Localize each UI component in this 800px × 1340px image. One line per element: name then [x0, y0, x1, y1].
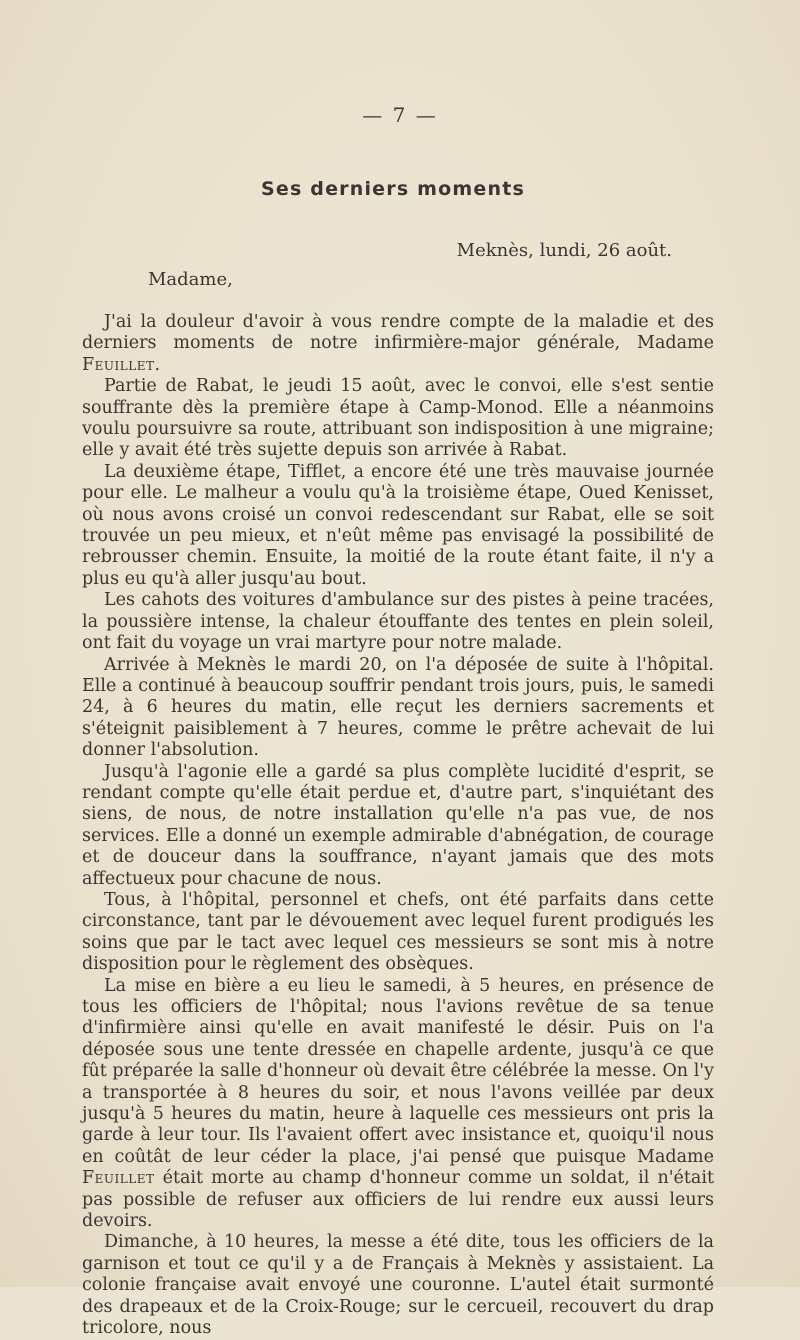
- letter-body: [82, 312, 714, 1340]
- body-paragraph: [82, 655, 714, 762]
- body-paragraph: [82, 590, 714, 654]
- letter-dateline: Meknès, lundi, 26 août.: [456, 240, 672, 261]
- paragraph-text: .: [154, 354, 161, 375]
- paragraph-text: Partie de Rabat, le jeudi 15 août, avec le convoi, elle s'est sentie souffrante dès la première étape à Camp-Monod. Elle a néanmoins voulu poursuivre sa route, attribuant son indisposition à une migraine; elle y avait été très sujette depuis son arrivée à Rabat.: [82, 376, 714, 461]
- body-paragraph: [82, 890, 714, 976]
- paragraph-text: Jusqu'à l'agonie elle a gardé sa plus complète lucidité d'esprit, se rendant compte qu'elle était perdue et, d'autre part, s'inquiétant des siens, de nous, de notre installation qu'elle n'a pas vue, de nos services. Elle a donné un exemple admirable d'abnégation, de courage et de douceur dans la souffrance, n'ayant jamais que des mots affectueux pour chacune de nous.: [82, 761, 714, 889]
- letter-salutation: Madame,: [148, 269, 233, 290]
- person-name: Feuillet: [82, 1168, 155, 1189]
- body-paragraph: [82, 976, 714, 1233]
- paragraph-text: Arrivée à Meknès le mardi 20, on l'a déposée de suite à l'hôpital. Elle a continué à beaucoup souffrir pendant trois jours, puis, le samedi 24, à 6 heures du matin, elle reçut les derniers sacrements et s'éteignit paisiblement à 7 heures, comme le prêtre achevait de lui donner l'absolution.: [82, 654, 714, 761]
- paragraph-text: La mise en bière a eu lieu le samedi, à 5 heures, en présence de tous les officiers de l'hôpital; nous l'avions revêtue de sa tenue d'infirmière ainsi qu'elle en avait manifesté le désir. Puis on l'a déposée sous une tente dressée en chapelle ardente, jusqu'à ce que fût préparée la salle d'honneur où devait être célébrée la messe. On l'y a transportée à 8 heures du soir, et nous l'avons veillée par deux jusqu'à 5 heures du matin, heure à laquelle ces messieurs ont pris la garde à leur tour. Ils l'avaient offert avec insistance et, quoiqu'il nous en coûtât de leur céder la place, j'ai pensé que puisque Madame: [82, 975, 714, 1167]
- paragraph-text: Les cahots des voitures d'ambulance sur des pistes à peine tracées, la poussière intense, la chaleur étouffante des tentes en plein soleil, ont fait du voyage un vrai martyre pour notre malade.: [82, 590, 714, 654]
- page-title: Ses derniers moments: [260, 178, 526, 200]
- body-paragraph: [82, 462, 714, 590]
- paragraph-text: La deuxième étape, Tifflet, a encore été une très mauvaise journée pour elle. Le malheur a voulu qu'à la troisième étape, Oued Kenisset, où nous avons croisé un convoi redescendant sur Rabat, elle se soit trouvée un peu mieux, et n'eût même pas envisagé la possibilité de rebrousser chemin. Ensuite, la moitié de la route étant faite, il n'y a plus eu qu'à aller jusqu'au bout.: [82, 461, 714, 589]
- page-number: — 7 —: [362, 103, 438, 127]
- person-name: Feuillet: [82, 354, 155, 375]
- paragraph-text: Dimanche, à 10 heures, la messe a été dite, tous les officiers de la garnison et tout ce qu'il y a de Français à Meknès y assistaient. La colonie française avait envoyé une couronne. L'autel était surmonté des drapeaux et de la Croix-Rouge; sur le cercueil, recouvert du drap tricolore, nous: [82, 1232, 714, 1339]
- paragraph-text: J'ai la douleur d'avoir à vous rendre compte de la maladie et des derniers moments de notre infirmière-major générale, Madame: [82, 312, 714, 354]
- paragraph-text: était morte au champ d'honneur comme un soldat, il n'était pas possible de refuser aux officiers de lui rendre eux aussi leurs devoirs.: [82, 1168, 714, 1232]
- body-paragraph: [82, 312, 714, 376]
- body-paragraph: [82, 376, 714, 462]
- body-paragraph: [82, 1232, 714, 1339]
- paragraph-text: Tous, à l'hôpital, personnel et chefs, ont été parfaits dans cette circonstance, tant par le dévouement avec lequel furent prodigués les soins que par le tact avec lequel ces messieurs se sont mis à notre disposition pour le règlement des obsèques.: [82, 889, 714, 975]
- body-paragraph: [82, 762, 714, 890]
